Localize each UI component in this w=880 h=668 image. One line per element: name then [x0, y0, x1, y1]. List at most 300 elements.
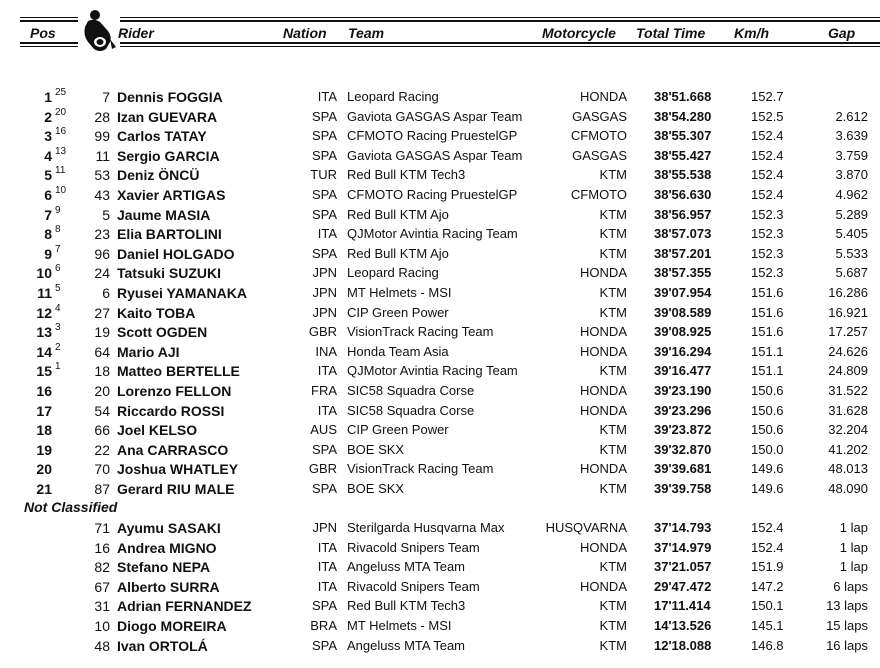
speed-kmh: 146.8 [751, 637, 784, 653]
classified-row [0, 440, 880, 460]
motorcycle: KTM [599, 304, 627, 320]
total-time: 17'11.414 [654, 598, 711, 614]
gap: 6 laps [833, 578, 868, 594]
rider-number: 87 [94, 480, 110, 497]
gap: 15 laps [826, 618, 868, 634]
total-time: 37'21.057 [654, 559, 712, 575]
points: 11 [55, 165, 66, 177]
results-table [0, 87, 880, 655]
points: 25 [55, 87, 67, 98]
team: BOE SKX [347, 480, 405, 496]
classified-row [0, 401, 880, 421]
motorcycle: KTM [599, 480, 627, 496]
not-classified-section [0, 498, 880, 518]
motorcycle: KTM [599, 226, 627, 242]
position: 4 [44, 147, 52, 164]
rider-number: 10 [94, 618, 110, 635]
motorcycle: HONDA [580, 343, 627, 359]
nation: SPA [311, 206, 337, 222]
rider-name: Tatsuki SUZUKI [117, 265, 221, 282]
rider-number: 99 [94, 128, 110, 145]
motorcycle: HONDA [580, 382, 627, 398]
position: 17 [36, 402, 52, 419]
header-rule-bottom-thick [20, 42, 880, 44]
team: Angeluss MTA Team [347, 637, 466, 653]
position: 16 [36, 382, 52, 399]
nation: FRA [311, 382, 337, 398]
gap: 16.286 [828, 284, 868, 300]
position: 10 [36, 265, 52, 282]
rider-number: 64 [94, 343, 110, 360]
rider-name: Lorenzo FELLON [117, 382, 232, 399]
total-time: 39'23.872 [654, 422, 712, 438]
points: 2 [55, 341, 61, 353]
total-time: 39'07.954 [654, 284, 712, 300]
motorcycle: KTM [599, 284, 627, 300]
team: CIP Green Power [347, 304, 449, 320]
total-time: 38'56.630 [654, 186, 712, 202]
total-time: 39'39.681 [654, 461, 712, 477]
classified-row [0, 244, 880, 264]
speed-kmh: 150.0 [751, 441, 784, 457]
rider-number: 71 [94, 520, 110, 537]
team: QJMotor Avintia Racing Team [347, 226, 518, 242]
team: VisionTrack Racing Team [347, 461, 494, 477]
classified-row [0, 322, 880, 342]
rider-name: Joel KELSO [117, 422, 198, 439]
classified-row [0, 224, 880, 244]
rider-name: Riccardo ROSSI [117, 402, 225, 419]
rider-number: 66 [94, 422, 110, 439]
classified-row [0, 303, 880, 323]
not-classified-row [0, 596, 880, 616]
column-header-team: Team [348, 25, 385, 41]
column-header-gap: Gap [828, 25, 856, 41]
gap: 3.870 [835, 167, 868, 183]
team: SIC58 Squadra Corse [347, 382, 475, 398]
team: Honda Team Asia [347, 343, 449, 359]
total-time: 39'23.190 [654, 382, 712, 398]
gap: 1 lap [839, 520, 868, 536]
rider-number: 6 [102, 284, 110, 301]
team: Red Bull KTM Tech3 [347, 598, 466, 614]
classified-row [0, 185, 880, 205]
total-time: 38'54.280 [654, 108, 712, 124]
gap: 31.628 [828, 402, 868, 418]
classified-row [0, 479, 880, 499]
header-rule-bottom-thin [20, 46, 880, 47]
position: 14 [36, 343, 52, 360]
team: Leopard Racing [347, 265, 439, 281]
speed-kmh: 149.6 [751, 461, 784, 477]
points: 7 [55, 243, 61, 255]
motorcycle: KTM [599, 245, 627, 261]
nation: ITA [317, 226, 337, 242]
total-time: 38'57.201 [654, 245, 712, 261]
points: 10 [55, 184, 67, 196]
rider-name: Sergio GARCIA [117, 147, 220, 164]
rider-number: 54 [94, 402, 110, 419]
nation: ITA [317, 539, 337, 555]
rider-name: Izan GUEVARA [117, 108, 218, 125]
classified-row [0, 263, 880, 283]
speed-kmh: 152.4 [751, 520, 784, 536]
team: CIP Green Power [347, 422, 449, 438]
motorcycle: HONDA [580, 324, 627, 340]
speed-kmh: 152.4 [751, 167, 784, 183]
motorcycle: KTM [599, 167, 627, 183]
rider-name: Matteo BERTELLE [117, 363, 240, 380]
rider-number: 24 [94, 265, 110, 282]
points: 16 [55, 126, 67, 138]
total-time: 14'13.526 [654, 618, 712, 634]
motorcycle: KTM [599, 422, 627, 438]
team: BOE SKX [347, 441, 405, 457]
rider-name: Ayumu SASAKI [117, 520, 221, 537]
gap: 13 laps [826, 598, 868, 614]
rider-name: Diogo MOREIRA [117, 618, 227, 635]
gap: 24.809 [828, 363, 868, 379]
team: Rivacold Snipers Team [347, 578, 480, 594]
position: 9 [44, 245, 52, 262]
rider-number: 20 [94, 382, 110, 399]
nation: JPN [312, 284, 337, 300]
speed-kmh: 150.1 [751, 598, 784, 614]
speed-kmh: 150.6 [751, 422, 784, 438]
team: MT Helmets - MSI [347, 618, 452, 634]
nation: SPA [311, 128, 337, 144]
rider-name: Stefano NEPA [117, 559, 211, 576]
column-header-kmh: Km/h [734, 25, 769, 41]
motorcycle: GASGAS [572, 108, 627, 124]
motorcycle: KTM [599, 363, 627, 379]
motorcycle: GASGAS [572, 147, 627, 163]
nation: ITA [317, 559, 337, 575]
total-time: 37'14.793 [654, 520, 712, 536]
rider-name: Andrea MIGNO [117, 539, 217, 556]
rider-number: 82 [94, 559, 110, 576]
speed-kmh: 147.2 [751, 578, 784, 594]
column-header-rider: Rider [118, 25, 154, 41]
motorcycle: HONDA [580, 578, 627, 594]
rider-name: Deniz ÖNCÜ [117, 167, 200, 184]
nation: INA [315, 343, 337, 359]
nation: SPA [311, 108, 337, 124]
speed-kmh: 152.3 [751, 206, 784, 222]
nation: ITA [317, 578, 337, 594]
classified-row [0, 283, 880, 303]
rider-number: 18 [94, 363, 110, 380]
gap: 31.522 [828, 382, 868, 398]
speed-kmh: 151.6 [751, 304, 784, 320]
gap: 48.013 [828, 461, 868, 477]
team: QJMotor Avintia Racing Team [347, 363, 518, 379]
nation: SPA [311, 480, 337, 496]
nation: SPA [311, 245, 337, 261]
rider-number: 22 [94, 441, 110, 458]
total-time: 38'51.668 [654, 89, 712, 104]
team: CFMOTO Racing PruestelGP [347, 186, 518, 202]
not-classified-label: Not Classified [24, 499, 118, 516]
column-header-motorcycle: Motorcycle [542, 25, 616, 41]
nation: SPA [311, 441, 337, 457]
rider-number: 7 [102, 89, 110, 105]
position: 18 [36, 422, 52, 439]
team: Red Bull KTM Ajo [347, 245, 449, 261]
header-rule-top-thick [20, 20, 880, 22]
position: 21 [36, 480, 52, 497]
rider-name: Xavier ARTIGAS [117, 186, 226, 203]
rider-number: 43 [94, 186, 110, 203]
total-time: 38'55.307 [654, 128, 712, 144]
position: 19 [36, 441, 52, 458]
gap: 48.090 [828, 480, 868, 496]
rider-number: 48 [94, 637, 110, 654]
speed-kmh: 152.4 [751, 147, 784, 163]
points: 4 [55, 302, 61, 314]
classified-row [0, 87, 880, 107]
points: 5 [55, 282, 61, 294]
classified-row [0, 205, 880, 225]
rider-number: 70 [94, 461, 110, 478]
total-time: 29'47.472 [654, 578, 712, 594]
team: Red Bull KTM Tech3 [347, 167, 466, 183]
gap: 5.289 [835, 206, 868, 222]
nation: ITA [317, 402, 337, 418]
gap: 16.921 [828, 304, 868, 320]
rider-number: 96 [94, 245, 110, 262]
nation: SPA [311, 637, 337, 653]
rider-number: 28 [94, 108, 110, 125]
position: 20 [36, 461, 52, 478]
total-time: 37'14.979 [654, 539, 712, 555]
not-classified-row [0, 577, 880, 597]
rider-name: Elia BARTOLINI [117, 226, 222, 243]
position: 12 [36, 304, 52, 321]
speed-kmh: 152.7 [751, 89, 784, 104]
nation: SPA [311, 186, 337, 202]
team: SIC58 Squadra Corse [347, 402, 475, 418]
rider-number: 27 [94, 304, 110, 321]
nation: GBR [308, 324, 337, 340]
speed-kmh: 151.1 [751, 343, 784, 359]
rider-name: Joshua WHATLEY [117, 461, 239, 478]
team: Gaviota GASGAS Aspar Team [347, 108, 523, 124]
motorcycle: KTM [599, 618, 627, 634]
speed-kmh: 150.6 [751, 382, 784, 398]
classified-row [0, 342, 880, 362]
nation: JPN [312, 304, 337, 320]
position: 15 [36, 363, 52, 380]
position: 1 [44, 89, 52, 105]
total-time: 39'16.477 [654, 363, 712, 379]
header-rule-top-thin [20, 17, 880, 18]
total-time: 12'18.088 [654, 637, 712, 653]
nation: ITA [317, 89, 337, 104]
rider-number: 16 [94, 539, 110, 556]
not-classified-row [0, 538, 880, 558]
speed-kmh: 145.1 [751, 618, 784, 634]
motorcycle: KTM [599, 206, 627, 222]
classified-row [0, 107, 880, 127]
total-time: 39'39.758 [654, 480, 712, 496]
rider-number: 67 [94, 578, 110, 595]
classified-row [0, 459, 880, 479]
motorcycle: HONDA [580, 265, 627, 281]
not-classified-row [0, 518, 880, 538]
classified-row [0, 420, 880, 440]
total-time: 39'16.294 [654, 343, 712, 359]
points: 9 [55, 204, 61, 216]
rider-number: 5 [102, 206, 110, 223]
classified-row [0, 361, 880, 381]
gap: 4.962 [835, 186, 868, 202]
speed-kmh: 150.6 [751, 402, 784, 418]
position: 8 [44, 226, 52, 243]
nation: TUR [310, 167, 337, 183]
gap: 5.687 [835, 265, 868, 281]
nation: SPA [311, 147, 337, 163]
position: 2 [44, 108, 52, 125]
points: 6 [55, 263, 61, 275]
rider-name: Kaito TOBA [117, 304, 196, 321]
gap: 1 lap [839, 559, 868, 575]
rider-name: Alberto SURRA [117, 578, 220, 595]
gap: 3.639 [835, 128, 868, 144]
speed-kmh: 151.9 [751, 559, 784, 575]
rider-name: Ryusei YAMANAKA [117, 284, 247, 301]
nation: SPA [311, 598, 337, 614]
total-time: 39'32.870 [654, 441, 712, 457]
motorcycle: KTM [599, 559, 627, 575]
total-time: 39'08.925 [654, 324, 712, 340]
position: 6 [44, 186, 52, 203]
speed-kmh: 152.3 [751, 245, 784, 261]
motorcycle: KTM [599, 441, 627, 457]
motorcycle: HUSQVARNA [545, 520, 627, 536]
gap: 5.533 [835, 245, 868, 261]
rider-name: Ivan ORTOLÁ [117, 637, 208, 654]
motorcycle: KTM [599, 598, 627, 614]
speed-kmh: 151.6 [751, 324, 784, 340]
nation: BRA [310, 618, 337, 634]
gap: 24.626 [828, 343, 868, 359]
motorcycle: HONDA [580, 539, 627, 555]
rider-name: Jaume MASIA [117, 206, 211, 223]
gap: 1 lap [839, 539, 868, 555]
rider-name: Ana CARRASCO [117, 441, 229, 458]
speed-kmh: 149.6 [751, 480, 784, 496]
total-time: 38'55.427 [654, 147, 712, 163]
team: Gaviota GASGAS Aspar Team [347, 147, 523, 163]
nation: ITA [317, 363, 337, 379]
total-time: 39'08.589 [654, 304, 712, 320]
rider-name: Dennis FOGGIA [117, 89, 223, 105]
motorcycle: HONDA [580, 89, 627, 104]
rider-number: 31 [94, 598, 110, 615]
gap: 3.759 [835, 147, 868, 163]
position: 7 [44, 206, 52, 223]
classified-row [0, 381, 880, 401]
team: CFMOTO Racing PruestelGP [347, 128, 518, 144]
rider-name: Adrian FERNANDEZ [117, 598, 252, 615]
gap: 5.405 [835, 226, 868, 242]
gap: 41.202 [828, 441, 868, 457]
total-time: 38'55.538 [654, 167, 712, 183]
motorcycle: HONDA [580, 402, 627, 418]
column-header-nation: Nation [283, 25, 327, 41]
total-time: 38'57.073 [654, 226, 712, 242]
speed-kmh: 152.4 [751, 128, 784, 144]
rider-name: Mario AJI [117, 343, 180, 360]
not-classified-row [0, 557, 880, 577]
position: 3 [44, 128, 52, 145]
rider-number: 11 [95, 147, 110, 164]
points: 20 [55, 106, 67, 118]
not-classified-row [0, 636, 880, 656]
total-time: 39'23.296 [654, 402, 712, 418]
motorcycle: KTM [599, 637, 627, 653]
points: 1 [55, 361, 61, 373]
rider-number: 23 [94, 226, 110, 243]
team: Angeluss MTA Team [347, 559, 466, 575]
nation: JPN [312, 265, 337, 281]
team: Rivacold Snipers Team [347, 539, 480, 555]
total-time: 38'56.957 [654, 206, 712, 222]
gap: 16 laps [826, 637, 868, 653]
team: Sterilgarda Husqvarna Max [347, 520, 505, 536]
points: 8 [55, 224, 61, 236]
gap: 32.204 [828, 422, 868, 438]
speed-kmh: 152.5 [751, 108, 784, 124]
results-header [20, 17, 880, 47]
speed-kmh: 152.4 [751, 186, 784, 202]
team: MT Helmets - MSI [347, 284, 452, 300]
points: 3 [55, 322, 61, 334]
speed-kmh: 152.4 [751, 539, 784, 555]
classified-row [0, 146, 880, 166]
team: VisionTrack Racing Team [347, 324, 494, 340]
classified-row [0, 126, 880, 146]
classified-row [0, 165, 880, 185]
position: 11 [37, 284, 52, 301]
speed-kmh: 152.3 [751, 226, 784, 242]
column-header-pos: Pos [30, 25, 56, 41]
gap: 17.257 [828, 324, 868, 340]
total-time: 38'57.355 [654, 265, 712, 281]
nation: GBR [308, 461, 337, 477]
motorcycle: CFMOTO [570, 186, 627, 202]
team: Red Bull KTM Ajo [347, 206, 449, 222]
rider-name: Scott OGDEN [117, 324, 208, 341]
motorcycle-rider-icon [80, 9, 118, 53]
speed-kmh: 151.6 [751, 284, 784, 300]
nation: AUS [310, 422, 337, 438]
speed-kmh: 151.1 [751, 363, 784, 379]
position: 5 [44, 167, 52, 184]
points: 13 [55, 145, 67, 157]
gap: 2.612 [835, 108, 868, 124]
nation: JPN [312, 520, 337, 536]
motorcycle: HONDA [580, 461, 627, 477]
column-header-total-time: Total Time [636, 25, 706, 41]
rider-name: Gerard RIU MALE [117, 480, 235, 497]
rider-number: 53 [94, 167, 110, 184]
rider-name: Daniel HOLGADO [117, 245, 235, 262]
speed-kmh: 152.3 [751, 265, 784, 281]
motorcycle: CFMOTO [570, 128, 627, 144]
rider-name: Carlos TATAY [117, 128, 207, 145]
